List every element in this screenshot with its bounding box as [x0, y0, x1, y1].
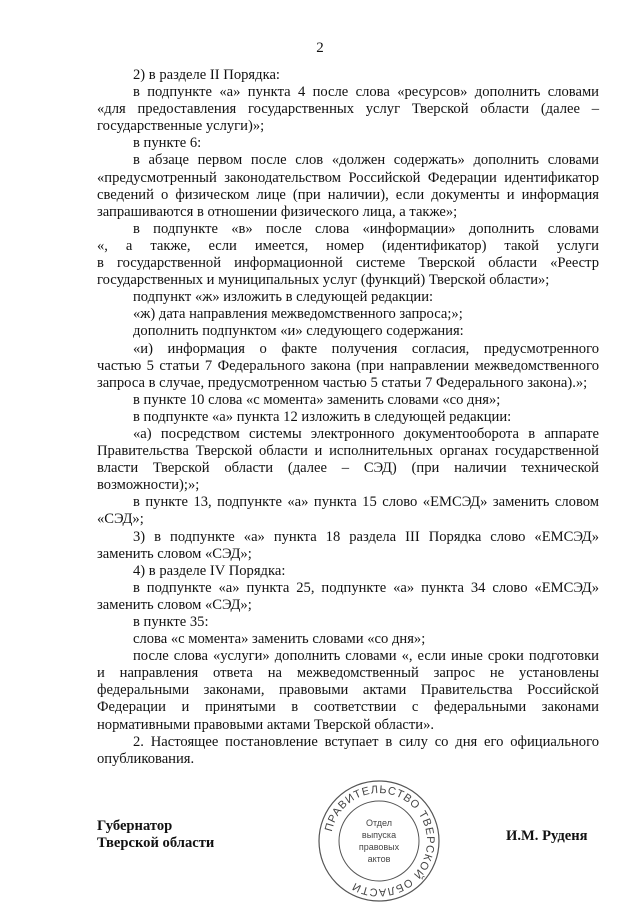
stamp-line-2: выпуска: [361, 830, 397, 840]
stamp-line-4: актов: [367, 854, 391, 864]
text-line: слова «с момента» заменить словами «со дня»;: [133, 631, 426, 648]
text-line: федеральными законами, правовыми актами Правительства Российской: [97, 682, 599, 699]
text-line: государственных и муниципальных услуг (функций) Тверской области»;: [97, 272, 550, 289]
text-line: Федерации и принятыми в соответствии с федеральными законами: [97, 699, 599, 716]
text-line: «, а также, если имеется, номер (идентификатор) такой услуги: [97, 237, 599, 254]
signatory-title-line2: Тверской области: [97, 835, 215, 851]
text-line: «ж) дата направления межведомственного запроса;»;: [133, 306, 463, 323]
text-line: в государственной информационной системе Тверской области «Реестр: [97, 255, 599, 272]
text-line: 2) в разделе II Порядка:: [133, 67, 280, 83]
page-number: 2: [316, 40, 324, 56]
text-line: 4) в разделе IV Порядка:: [133, 562, 286, 579]
text-line: нормативными правовыми актами Тверской области».: [97, 716, 435, 733]
text-line: в пункте 6:: [133, 135, 202, 152]
text-line: 2. Настоящее постановление вступает в силу со дня его официального: [133, 733, 599, 750]
text-line: опубликования.: [97, 750, 195, 767]
text-line: в пункте 35:: [133, 614, 209, 630]
text-line: заменить словом «СЭД»;: [97, 545, 252, 562]
text-line: в пункте 13, подпункте «а» пункта 15 слово «ЕМСЭД» заменить словом: [133, 494, 599, 511]
text-line: 3) в подпункте «а» пункта 18 раздела III Порядка слово «ЕМСЭД»: [133, 528, 599, 545]
text-line: власти Тверской области (далее – СЭД) (при наличии технической: [97, 460, 599, 477]
text-line: заменить словом «СЭД»;: [97, 596, 252, 613]
text-line: в абзаце первом после слов «должен содержать» дополнить словами: [133, 152, 599, 169]
stamp-line-1: Отдел: [365, 818, 393, 828]
text-line: Правительства Тверской области и исполнительных органах государственной: [97, 443, 599, 460]
text-line: «а) посредством системы электронного документооборота в аппарате: [133, 425, 599, 442]
text-line: дополнить подпунктом «и» следующего содержания:: [133, 323, 464, 340]
stamp-ring-text: ПРАВИТЕЛЬСТВО ТВЕРСКОЙ ОБЛАСТИ: [322, 783, 437, 899]
text-line: «предусмотренный законодательством Российской Федерации идентификатор: [97, 169, 599, 186]
signatory-title-line1: Губернатор: [97, 818, 173, 834]
text-line: «и) информация о факте получения согласия, предусмотренного: [133, 340, 599, 357]
text-line: возможности);»;: [97, 477, 200, 494]
text-line: сведений о физическом лице (при наличии), если документы и информация: [97, 186, 599, 203]
text-line: в пункте 10 слова «с момента» заменить словами «со дня»;: [133, 391, 501, 408]
text-line: запрашиваются в отношении физического лица, а также»;: [97, 203, 458, 220]
signatory-title: [97, 818, 214, 852]
text-line: в подпункте «а» пункта 25, подпункте «а» пункта 34 слово «ЕМСЭД»: [133, 579, 599, 596]
text-line: запроса в случае, предусмотренном частью 5 статьи 7 Федерального закона).»;: [97, 374, 588, 391]
text-line: частью 5 статьи 7 Федерального закона (при направлении межведомственного: [97, 357, 599, 374]
text-line: «СЭД»;: [97, 511, 144, 528]
text-line: государственные услуги)»;: [97, 118, 265, 135]
text-line: в подпункте «в» после слова «информации» дополнить словами: [133, 220, 599, 237]
text-line: «для предоставления государственных услуг Тверской области (далее –: [97, 101, 599, 118]
text-line: подпункт «ж» изложить в следующей редакции:: [133, 289, 434, 306]
stamp-line-3: правовых: [358, 842, 400, 852]
text-line: в подпункте «а» пункта 12 изложить в следующей редакции:: [133, 408, 512, 425]
official-stamp: [316, 778, 442, 904]
document-body: [97, 67, 599, 768]
text-line: в подпункте «а» пункта 4 после слова «ресурсов» дополнить словами: [133, 84, 599, 101]
text-line: и направления ответа на межведомственный запрос не установлены: [97, 665, 599, 682]
text-line: после слова «услуги» дополнить словами «, если иные сроки подготовки: [133, 648, 599, 665]
signatory-name: И.М. Руденя: [506, 828, 588, 844]
